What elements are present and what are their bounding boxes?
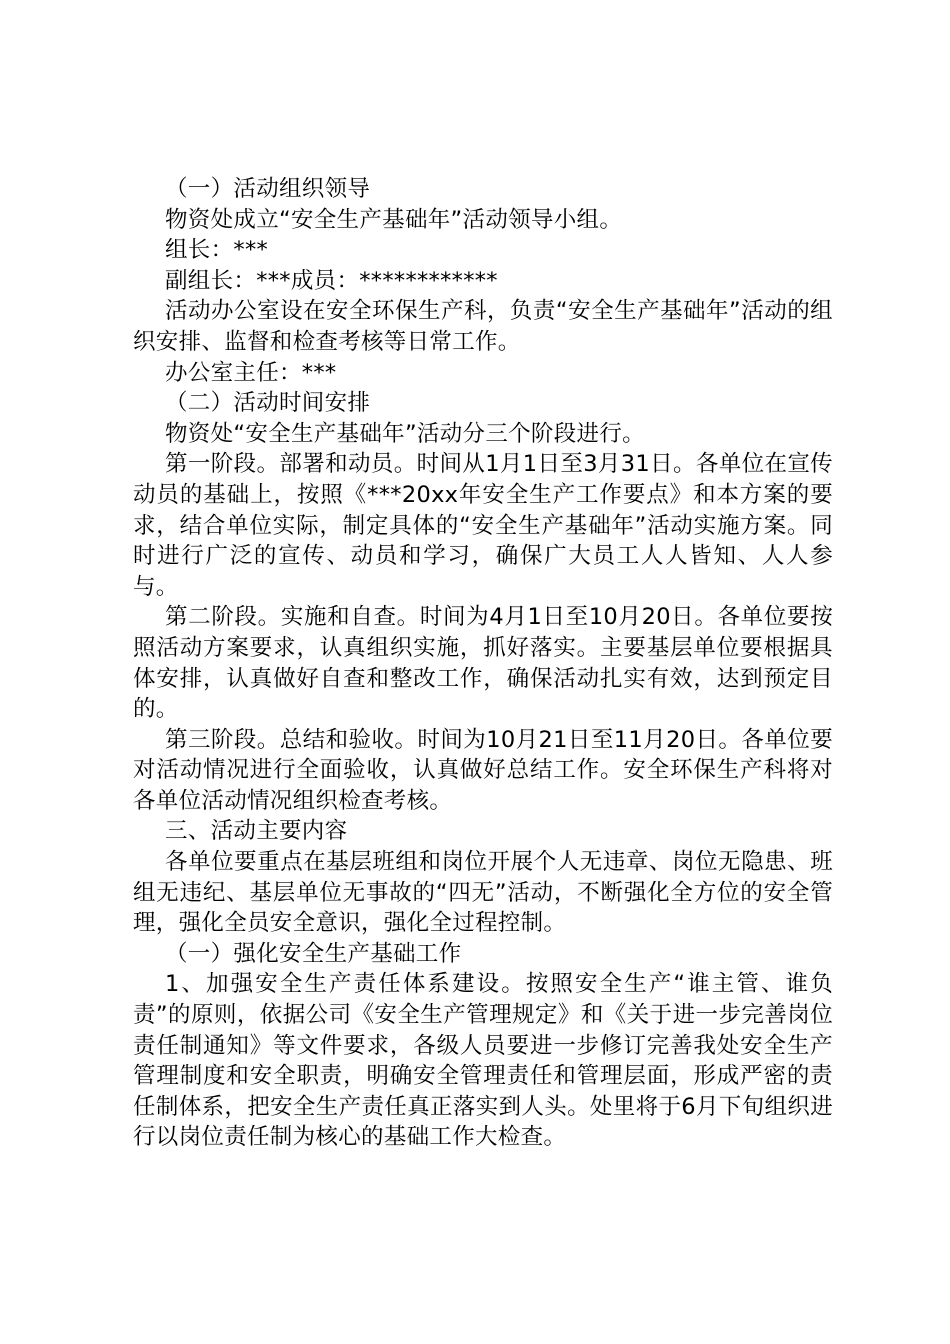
paragraph-group-leader: 组长：*** [165, 237, 269, 264]
paragraph-leadership-group: 物资处成立“安全生产基础年”活动领导小组。 [165, 206, 623, 233]
paragraph-stage-two: 第二阶段。实施和自查。时间为4月1日至10月20日。各单位要按照活动方案要求，认真组织实施，抓好落实。主要基层单位要根据具体安排，认真做好自查和整改工作，确保活动扎实有效，达到预定目的。 [133, 604, 833, 723]
paragraph-stage-one: 第一阶段。部署和动员。时间从1月1日至3月31日。各单位在宣传动员的基础上，按照《***20xx年安全生产工作要点》和本方案的要求，结合单位实际，制定具体的“安全生产基础年”活动实施方案。同时进行广泛的宣传、动员和学习，确保广大员工人人皆知、人人参与。 [133, 451, 833, 600]
section-heading-strengthen-basics: （一）强化安全生产基础工作 [165, 940, 462, 967]
paragraph-responsibility-system: 1、加强安全生产责任体系建设。按照安全生产“谁主管、谁负责”的原则，依据公司《安全生产管理规定》和《关于进一步完善岗位责任制通知》等文件要求，各级人员要进一步修订完善我处安全生产管理制度和安全职责，明确安全管理责任和管理层面，形成严密的责任制体系，把安全生产责任真正落实到人头。处里将于6月下旬组织进行以岗位责任制为核心的基础工作大检查。 [133, 971, 833, 1151]
paragraph-deputy-leader-members: 副组长：***成员：************ [165, 267, 498, 294]
section-heading-main-content: 三、活动主要内容 [165, 818, 348, 845]
document-body [133, 174, 833, 1153]
paragraph-office-director: 办公室主任：*** [165, 359, 337, 386]
paragraph-four-no-activity: 各单位要重点在基层班组和岗位开展个人无违章、岗位无隐患、班组无违纪、基层单位无事故的“四无”活动，不断强化全方位的安全管理，强化全员安全意识，强化全过程控制。 [133, 849, 833, 937]
paragraph-three-stages: 物资处“安全生产基础年”活动分三个阶段进行。 [165, 420, 645, 447]
section-heading-schedule: （二）活动时间安排 [165, 390, 371, 417]
section-heading-organization: （一）活动组织领导 [165, 176, 371, 202]
paragraph-stage-three: 第三阶段。总结和验收。时间为10月21日至11月20日。各单位要对活动情况进行全面验收，认真做好总结工作。安全环保生产科将对各单位活动情况组织检查考核。 [133, 726, 833, 814]
paragraph-office-setup: 活动办公室设在安全环保生产科，负责“安全生产基础年”活动的组织安排、监督和检查考核等日常工作。 [133, 298, 833, 355]
